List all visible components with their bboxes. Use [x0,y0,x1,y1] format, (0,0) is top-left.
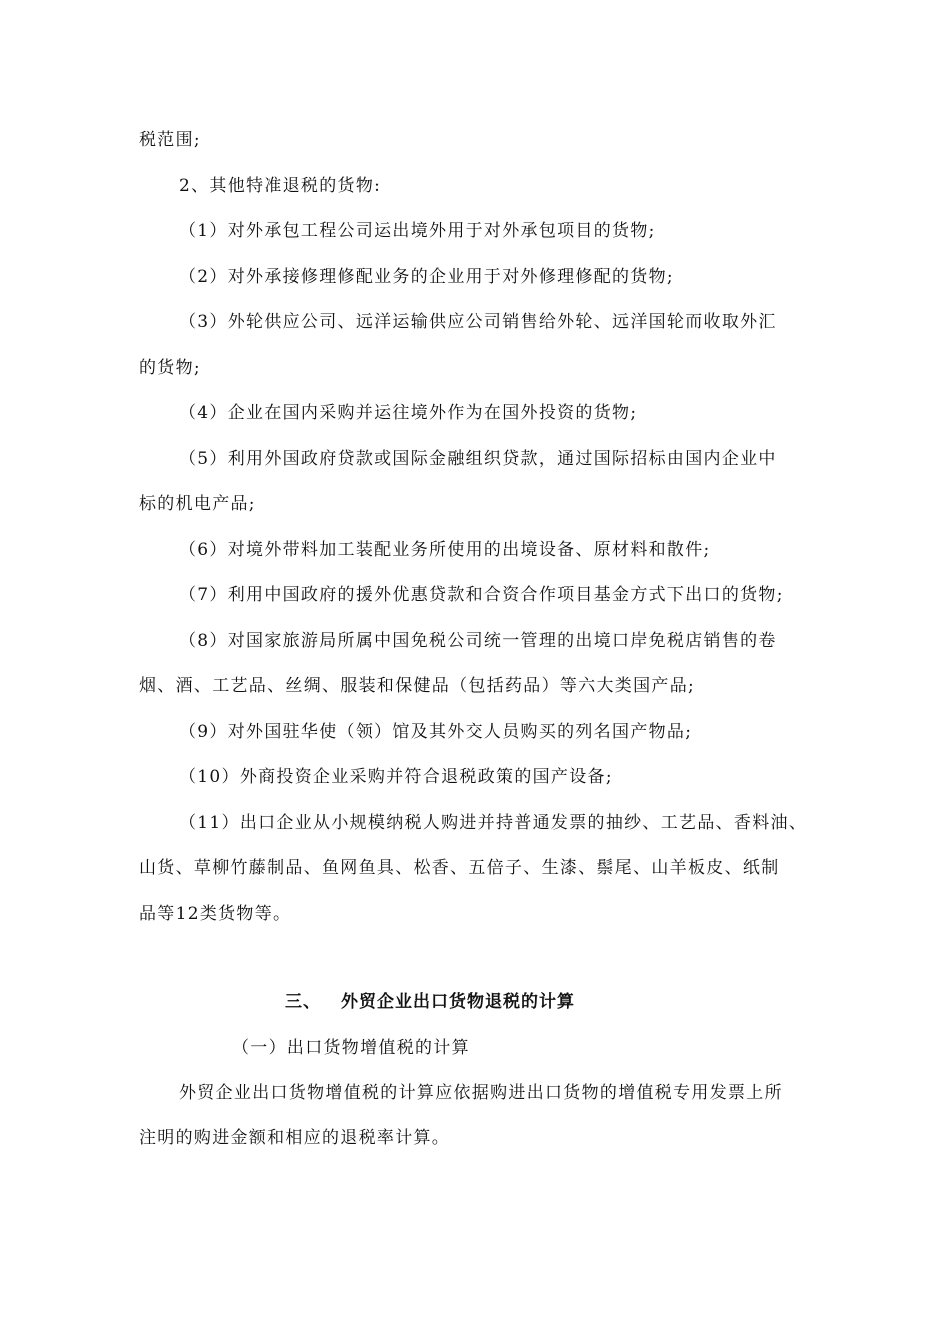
paragraph-line: 注明的购进金额和相应的退税率计算。 [139,1128,451,1148]
text-line: （4）企业在国内采购并运往境外作为在国外投资的货物; [179,403,638,423]
text-line: （6）对境外带料加工装配业务所使用的出境设备、原材料和散件; [179,540,711,560]
text-line: 山货、草柳竹藤制品、鱼网鱼具、松香、五倍子、生漆、鬃尾、山羊板皮、纸制 [139,858,780,878]
text-line: 2、其他特准退税的货物: [179,176,382,196]
text-line: 税范围; [139,130,201,150]
text-line: （8）对国家旅游局所属中国免税公司统一管理的出境口岸免税店销售的卷 [179,631,777,651]
text-line: （1）对外承包工程公司运出境外用于对外承包项目的货物; [179,221,656,241]
text-line: 标的机电产品; [139,494,256,514]
text-line: 的货物; [139,358,201,378]
subsection-title: （一）出口货物增值税的计算 [232,1038,470,1058]
text-line: （9）对外国驻华使（领）馆及其外交人员购买的列名国产物品; [179,722,693,742]
section-title: 外贸企业出口货物退税的计算 [341,992,575,1012]
text-line: 烟、酒、工艺品、丝绸、服装和保健品（包括药品）等六大类国产品; [139,676,696,696]
text-line: （3）外轮供应公司、远洋运输供应公司销售给外轮、远洋国轮而收取外汇 [179,312,777,332]
paragraph-line: 外贸企业出口货物增值税的计算应依据购进出口货物的增值税专用发票上所 [179,1083,783,1103]
text-line: （2）对外承接修理修配业务的企业用于对外修理修配的货物; [179,267,674,287]
section-number: 三、 [285,992,321,1012]
text-line: （7）利用中国政府的援外优惠贷款和合资合作项目基金方式下出口的货物; [179,585,784,605]
text-line: （11）出口企业从小规模纳税人购进并持普通发票的抽纱、工艺品、香料油、 [179,813,808,833]
text-line: （5）利用外国政府贷款或国际金融组织贷款，通过国际招标由国内企业中 [179,449,777,469]
text-line: （10）外商投资企业采购并符合退税政策的国产设备; [179,767,613,787]
text-line: 品等12类货物等。 [139,904,292,924]
